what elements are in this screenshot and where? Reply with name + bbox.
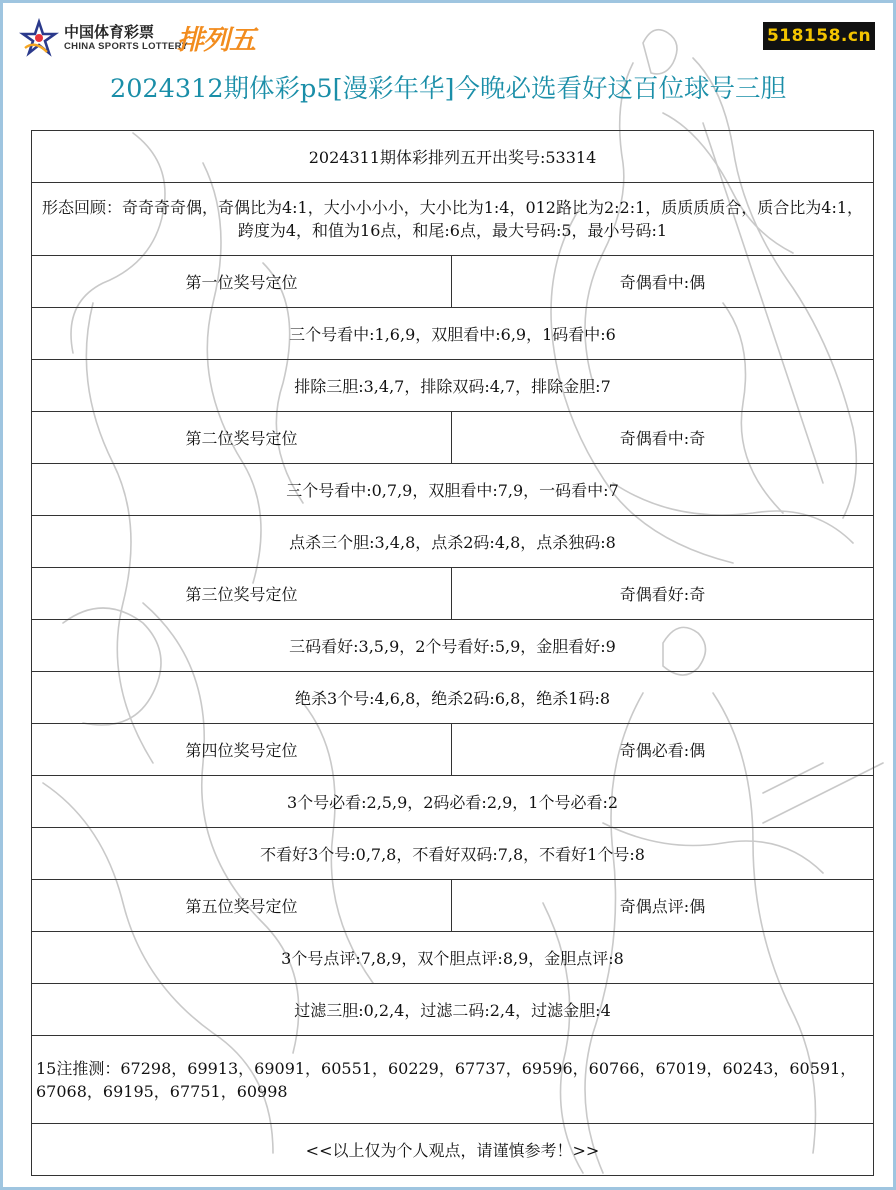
lottery-logo bbox=[19, 15, 289, 61]
table-row bbox=[32, 256, 874, 308]
position-4-header: 第四位奖号定位 bbox=[32, 724, 452, 776]
position-3-kill: 绝杀3个号:4,6,8，绝杀2码:6,8，绝杀1码:8 bbox=[32, 672, 874, 724]
position-1-header: 第一位奖号定位 bbox=[32, 256, 452, 308]
table-row bbox=[32, 1124, 874, 1176]
position-3-header: 第三位奖号定位 bbox=[32, 568, 452, 620]
position-4-pick: 3个号必看:2,5,9，2码必看:2,9，1个号必看:2 bbox=[32, 776, 874, 828]
table-row bbox=[32, 516, 874, 568]
table-row bbox=[32, 984, 874, 1036]
position-4-parity: 奇偶必看:偶 bbox=[452, 724, 874, 776]
position-5-pick: 3个号点评:7,8,9，双个胆点评:8,9，金胆点评:8 bbox=[32, 932, 874, 984]
table-row bbox=[32, 828, 874, 880]
logo-text-cn: 中国体育彩票 bbox=[64, 23, 155, 41]
position-1-pick: 三个号看中:1,6,9，双胆看中:6,9，1码看中:6 bbox=[32, 308, 874, 360]
table-row bbox=[32, 1036, 874, 1124]
position-1-parity: 奇偶看中:偶 bbox=[452, 256, 874, 308]
table-row bbox=[32, 464, 874, 516]
page-title: 2024312期体彩p5[漫彩年华]今晚必选看好这百位球号三胆 bbox=[109, 74, 786, 104]
table-row bbox=[32, 880, 874, 932]
position-2-parity: 奇偶看中:奇 bbox=[452, 412, 874, 464]
table-row bbox=[32, 620, 874, 672]
position-2-header: 第二位奖号定位 bbox=[32, 412, 452, 464]
draw-result: 2024311期体彩排列五开出奖号:53314 bbox=[32, 131, 874, 183]
position-1-kill: 排除三胆:3,4,7，排除双码:4,7，排除金胆:7 bbox=[32, 360, 874, 412]
position-2-pick: 三个号看中:0,7,9，双胆看中:7,9，一码看中:7 bbox=[32, 464, 874, 516]
table-row bbox=[32, 131, 874, 183]
pattern-review: 形态回顾：奇奇奇奇偶，奇偶比为4:1，大小小小小，大小比为1:4，012路比为2:2:1，质质质质合，质合比为4:1，跨度为4，和值为16点，和尾:6点，最大号码:5，最小号码:1 bbox=[32, 183, 874, 256]
table-row bbox=[32, 568, 874, 620]
table-row bbox=[32, 724, 874, 776]
prediction-list: 15注推测：67298，69913，69091，60551，60229，67737，69596，60766，67019，60243，60591，67068，69195，67751，60998 bbox=[32, 1036, 874, 1124]
position-3-parity: 奇偶看好:奇 bbox=[452, 568, 874, 620]
table-row bbox=[32, 183, 874, 256]
table-row bbox=[32, 932, 874, 984]
table-row bbox=[32, 308, 874, 360]
logo-text-en: CHINA SPORTS LOTTERY bbox=[64, 41, 189, 52]
table-row bbox=[32, 776, 874, 828]
disclaimer: <<以上仅为个人观点，请谨慎参考！>> bbox=[32, 1124, 874, 1176]
position-2-kill: 点杀三个胆:3,4,8，点杀2码:4,8，点杀独码:8 bbox=[32, 516, 874, 568]
prediction-table bbox=[31, 130, 874, 1176]
position-5-header: 第五位奖号定位 bbox=[32, 880, 452, 932]
position-5-kill: 过滤三胆:0,2,4，过滤二码:2,4，过滤金胆:4 bbox=[32, 984, 874, 1036]
position-3-pick: 三码看好:3,5,9，2个号看好:5,9，金胆看好:9 bbox=[32, 620, 874, 672]
position-5-parity: 奇偶点评:偶 bbox=[452, 880, 874, 932]
table-row bbox=[32, 412, 874, 464]
table-row bbox=[32, 672, 874, 724]
position-4-kill: 不看好3个号:0,7,8，不看好双码:7,8，不看好1个号:8 bbox=[32, 828, 874, 880]
table-row bbox=[32, 360, 874, 412]
lottery-star-icon bbox=[19, 18, 59, 58]
logo-pailiewu: 排列五 bbox=[177, 25, 255, 56]
site-badge: 518158.cn bbox=[763, 22, 875, 50]
